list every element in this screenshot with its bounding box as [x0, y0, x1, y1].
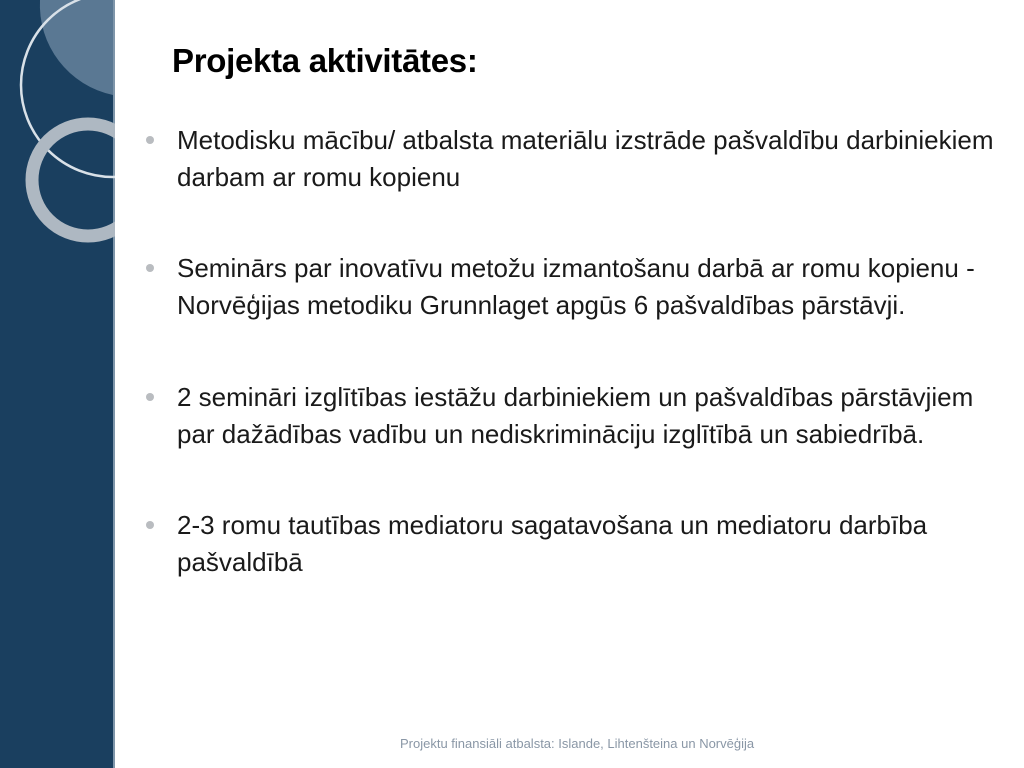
- bullet-text: Metodisku mācību/ atbalsta materiālu izstrāde pašvaldību darbiniekiem darbam ar romu kopienu: [177, 125, 994, 192]
- list-item: [144, 122, 1004, 195]
- list-item: [144, 250, 1004, 323]
- bullet-dot-icon: [146, 521, 154, 529]
- decorative-ring-icon: [0, 0, 160, 280]
- bullet-dot-icon: [146, 264, 154, 272]
- slide-title: Projekta aktivitātes:: [172, 42, 478, 79]
- bullet-text: 2-3 romu tautības mediatoru sagatavošana un mediatoru darbība pašvaldībā: [177, 510, 928, 577]
- bullet-text: 2 semināri izglītības iestāžu darbiniekiem un pašvaldības pārstāvjiem par dažādības vadību un nediskrimināciju izglītībā un sabiedrībā.: [177, 382, 974, 449]
- list-item: [144, 507, 1004, 580]
- bullet-dot-icon: [146, 136, 154, 144]
- list-item: [144, 379, 1004, 452]
- bullet-dot-icon: [146, 393, 154, 401]
- footer-note: Projektu finansiāli atbalsta: Islande, Lihtenšteina un Norvēģija: [400, 736, 755, 751]
- bullet-list: [144, 122, 1004, 635]
- bullet-text: Seminārs par inovatīvu metožu izmantošanu darbā ar romu kopienu - Norvēģijas metodiku Grunnlaget apgūs 6 pašvaldības pārstāvji.: [177, 253, 975, 320]
